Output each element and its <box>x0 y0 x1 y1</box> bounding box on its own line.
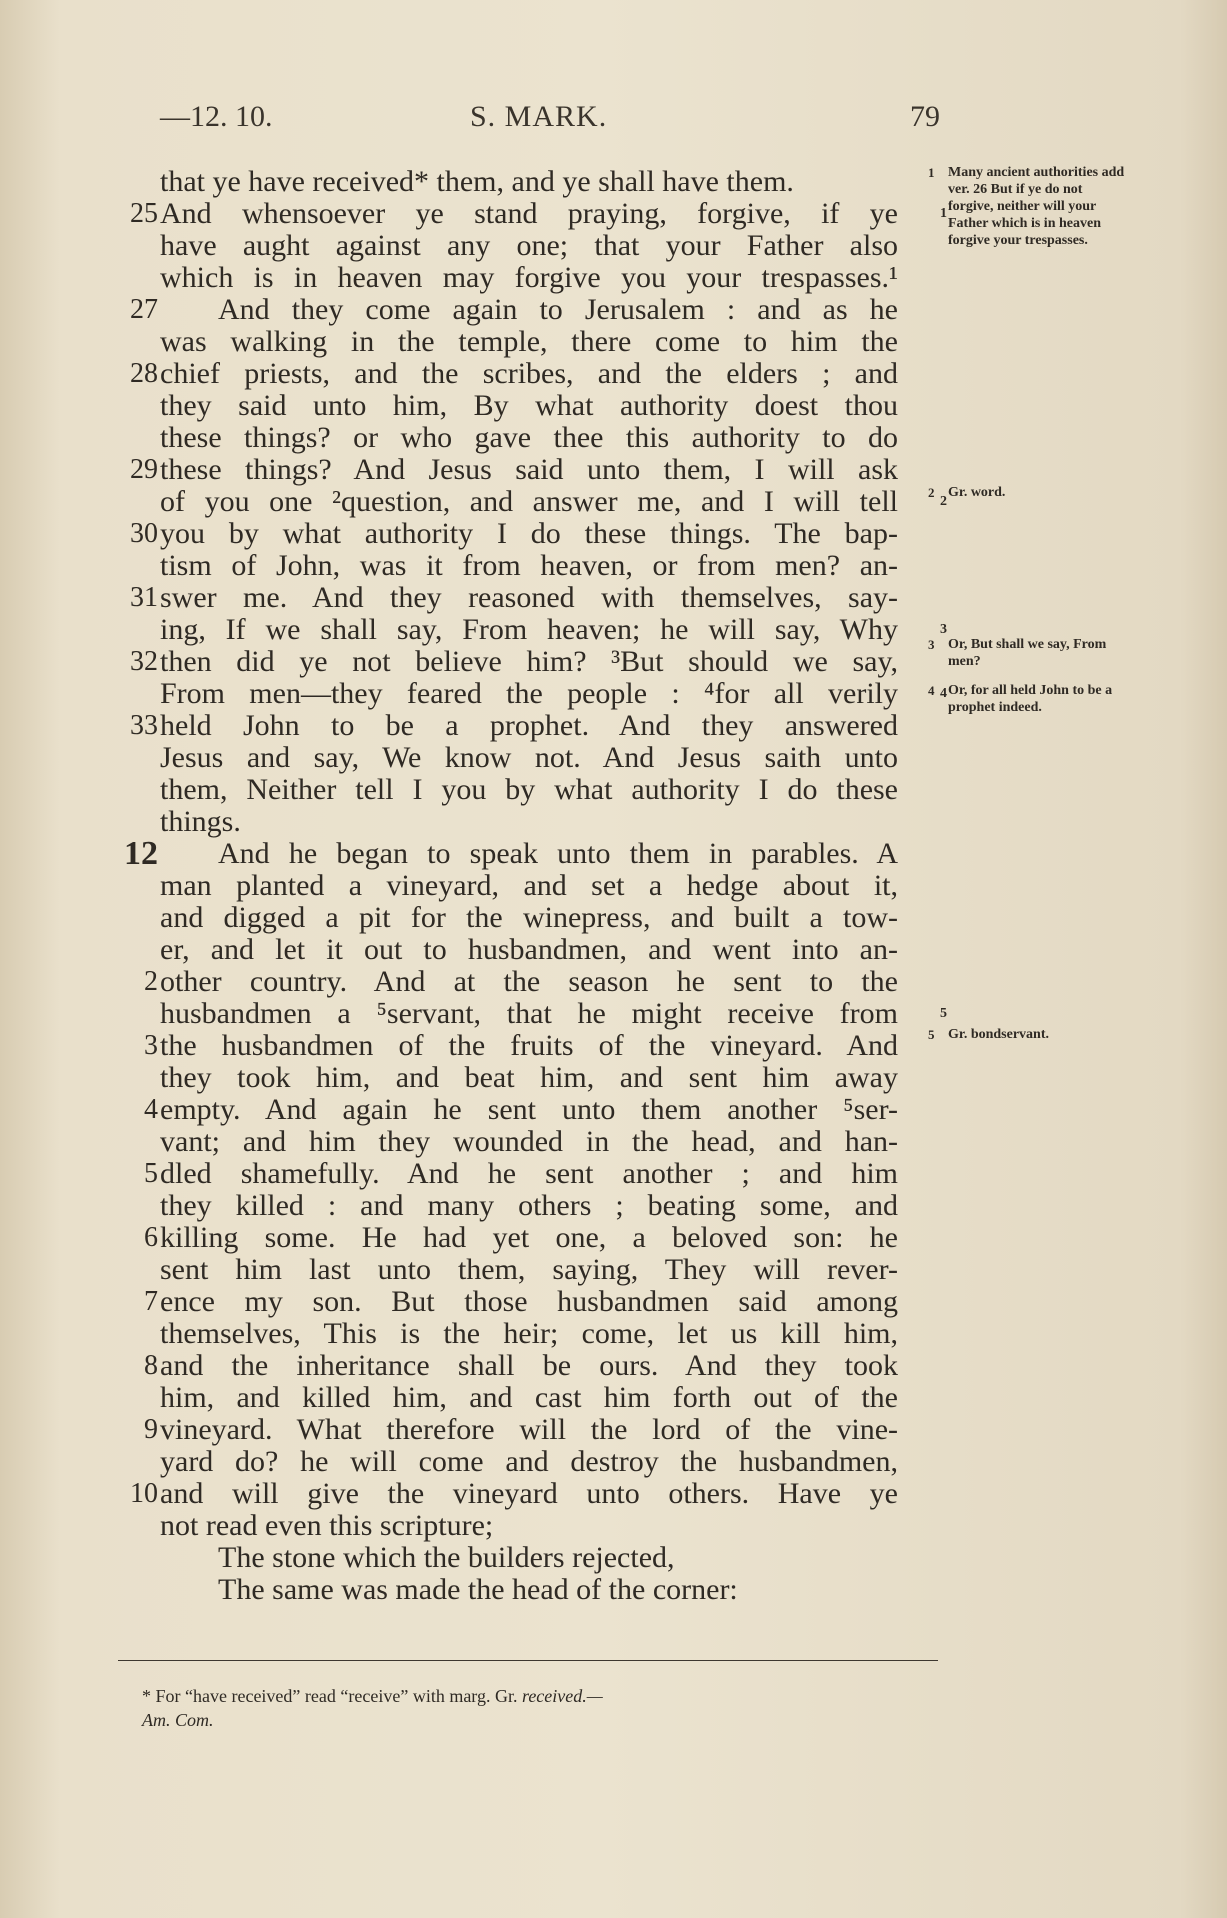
line-text: was walking in the temple, there come to him the <box>160 325 898 358</box>
line-text: ence my son. But those husbandmen said among <box>160 1285 898 1318</box>
line-text: The stone which the builders rejected, <box>218 1541 675 1574</box>
text-line <box>118 835 938 872</box>
verse-number: 31 <box>130 582 158 613</box>
line-text: vant; and him they wounded in the head, and han- <box>160 1125 898 1158</box>
line-text: of you one ²question, and answer me, and I will tell <box>160 485 898 518</box>
text-line <box>118 166 938 198</box>
text-line <box>118 677 947 710</box>
margin-note-4 <box>928 682 1130 716</box>
verse-number: 28 <box>130 358 158 389</box>
text-line <box>118 1382 938 1414</box>
text-line <box>118 485 947 518</box>
text-line <box>118 1446 938 1478</box>
text-line <box>118 390 938 422</box>
line-text: yard do? he will come and destroy the husbandmen, <box>160 1445 898 1478</box>
text-line <box>118 1222 938 1254</box>
text-line <box>118 966 938 998</box>
margin-note-text: Or, for all held John to be a prophet indeed. <box>948 683 1113 715</box>
footnote-text: * For “have received” read “receive” with marg. Gr. <box>142 1686 518 1706</box>
verse-number: 25 <box>130 198 158 229</box>
margin-note-5 <box>928 1026 1130 1043</box>
text-line <box>118 806 938 838</box>
margin-note-number: 3 <box>928 637 935 652</box>
text-line <box>118 1318 938 1350</box>
margin-reference-mark: 1 <box>940 206 947 221</box>
line-text: themselves, This is the heir; come, let us kill him, <box>160 1317 898 1350</box>
line-text: these things? And Jesus said unto them, I will ask <box>160 453 898 486</box>
line-text: chief priests, and the scribes, and the elders ; and <box>160 357 898 390</box>
header-book-title: S. MARK. <box>470 100 608 133</box>
line-text: have aught against any one; that your Father also <box>160 229 898 262</box>
verse-number: 3 <box>144 1030 158 1061</box>
line-text: they killed : and many others ; beating some, and <box>160 1189 898 1222</box>
running-header <box>160 100 940 140</box>
margin-reference-mark: 2 <box>940 494 947 509</box>
text-line <box>118 1062 938 1094</box>
text-line <box>118 1574 938 1606</box>
footnote-divider <box>118 1660 938 1661</box>
text-line <box>118 613 947 646</box>
text-line <box>118 1542 938 1574</box>
text-line <box>118 230 938 262</box>
line-text: things. <box>160 805 241 838</box>
text-line <box>118 710 938 742</box>
text-line <box>118 358 938 390</box>
text-line <box>118 934 938 966</box>
scripture-text <box>118 165 947 1606</box>
text-line <box>118 1414 938 1446</box>
line-text: empty. And again he sent unto them another ⁵ser- <box>160 1093 898 1126</box>
text-line <box>118 646 938 678</box>
line-text: And they come again to Jerusalem : and as he <box>218 293 898 326</box>
text-line <box>118 1286 938 1318</box>
line-text: other country. And at the season he sent to the <box>160 965 898 998</box>
margin-note-1 <box>928 164 1130 249</box>
text-line <box>118 742 938 774</box>
margin-note-number: 2 <box>928 485 935 500</box>
page-number: 79 <box>910 100 940 133</box>
margin-note-text: Gr. bondservant. <box>948 1027 1050 1042</box>
line-text: killing some. He had yet one, a beloved son: he <box>160 1221 898 1254</box>
verse-number: 2 <box>144 966 158 997</box>
text-line <box>118 197 947 230</box>
text-line <box>118 1478 938 1510</box>
line-text: tism of John, was it from heaven, or from men? an- <box>160 549 898 582</box>
line-text: Jesus and say, We know not. And Jesus saith unto <box>160 741 898 774</box>
line-text: sent him last unto them, saying, They will rever- <box>160 1253 898 1286</box>
text-line <box>118 1094 938 1126</box>
text-line <box>118 774 938 806</box>
verse-number: 9 <box>144 1414 158 1445</box>
verse-number: 29 <box>130 454 158 485</box>
line-text: and digged a pit for the winepress, and built a tow- <box>160 901 898 934</box>
margin-reference-mark: 3 <box>940 622 947 637</box>
verse-number: 4 <box>144 1094 158 1125</box>
text-line <box>118 1350 938 1382</box>
margin-note-number: 4 <box>928 683 935 698</box>
line-text: then did ye not believe him? ³But should we say, <box>160 645 898 678</box>
text-line <box>118 454 938 486</box>
line-text: and the inheritance shall be ours. And they took <box>160 1349 898 1382</box>
verse-number: 10 <box>130 1478 158 1509</box>
text-line <box>118 518 938 550</box>
line-text: held John to be a prophet. And they answered <box>160 709 898 742</box>
text-line <box>118 326 938 358</box>
line-text: him, and killed him, and cast him forth out of the <box>160 1381 898 1414</box>
line-text: they took him, and beat him, and sent him away <box>160 1061 898 1094</box>
margin-note-2 <box>928 484 1130 501</box>
footnote <box>142 1684 962 1732</box>
line-text: vineyard. What therefore will the lord of the vine- <box>160 1413 898 1446</box>
line-text: From men—they feared the people : ⁴for all verily <box>160 677 898 710</box>
margin-reference-mark: 5 <box>940 1006 947 1021</box>
text-line <box>118 870 938 902</box>
verse-number: 8 <box>144 1350 158 1381</box>
verse-number: 30 <box>130 518 158 549</box>
line-text: er, and let it out to husbandmen, and went into an- <box>160 933 898 966</box>
header-verse-range: —12. 10. <box>160 100 273 133</box>
text-line <box>118 582 938 614</box>
line-text: they said unto him, By what authority doest thou <box>160 389 898 422</box>
line-text: these things? or who gave thee this authority to do <box>160 421 898 454</box>
text-line <box>118 422 938 454</box>
margin-note-text: Gr. word. <box>948 485 1006 500</box>
margin-note-number: 1 <box>928 165 935 180</box>
text-line <box>118 262 938 294</box>
text-line <box>118 1158 938 1190</box>
line-text: the husbandmen of the fruits of the vineyard. And <box>160 1029 898 1062</box>
footnote-attribution: Am. Com. <box>142 1710 214 1730</box>
text-line <box>118 1190 938 1222</box>
text-line <box>118 1254 938 1286</box>
margin-note-3 <box>928 636 1130 670</box>
line-text: that ye have received* them, and ye shall have them. <box>160 165 794 198</box>
verse-number: 7 <box>144 1286 158 1317</box>
verse-number: 32 <box>130 646 158 677</box>
line-text: and will give the vineyard unto others. Have ye <box>160 1477 898 1510</box>
line-text: And whensoever ye stand praying, forgive, if ye <box>160 197 898 230</box>
line-text: swer me. And they reasoned with themselves, say- <box>160 581 898 614</box>
line-text: The same was made the head of the corner: <box>218 1573 738 1606</box>
line-text: which is in heaven may forgive you your trespasses.¹ <box>160 261 898 294</box>
line-text: And he began to speak unto them in parables. A <box>218 837 898 870</box>
text-line <box>118 1030 938 1062</box>
footnote-italic: received.— <box>521 1686 603 1706</box>
line-text: man planted a vineyard, and set a hedge about it, <box>160 869 898 902</box>
text-line <box>118 1510 938 1542</box>
text-line <box>118 1126 938 1158</box>
verse-number: 33 <box>130 710 158 741</box>
margin-reference-mark: 4 <box>940 686 947 701</box>
verse-number: 5 <box>144 1158 158 1189</box>
line-text: ing, If we shall say, From heaven; he will say, Why <box>160 613 898 646</box>
line-text: not read even this scripture; <box>160 1509 494 1542</box>
line-text: you by what authority I do these things. The bap- <box>160 517 898 550</box>
verse-number: 27 <box>130 294 158 325</box>
line-text: husbandmen a ⁵servant, that he might receive from <box>160 997 898 1030</box>
text-line <box>118 997 947 1030</box>
margin-note-text: Many ancient authorities add ver. 26 But if ye do not forgive, neither will your Father which is in heaven forgive your trespasses. <box>948 165 1125 248</box>
text-line <box>118 902 938 934</box>
text-line <box>118 294 938 326</box>
line-text: them, Neither tell I you by what authority I do these <box>160 773 898 806</box>
margin-note-text: Or, But shall we say, From men? <box>948 637 1107 669</box>
verse-number: 6 <box>144 1222 158 1253</box>
line-text: dled shamefully. And he sent another ; and him <box>160 1157 898 1190</box>
margin-note-number: 5 <box>928 1027 935 1042</box>
chapter-number: 12 <box>124 835 158 872</box>
text-line <box>118 550 938 582</box>
